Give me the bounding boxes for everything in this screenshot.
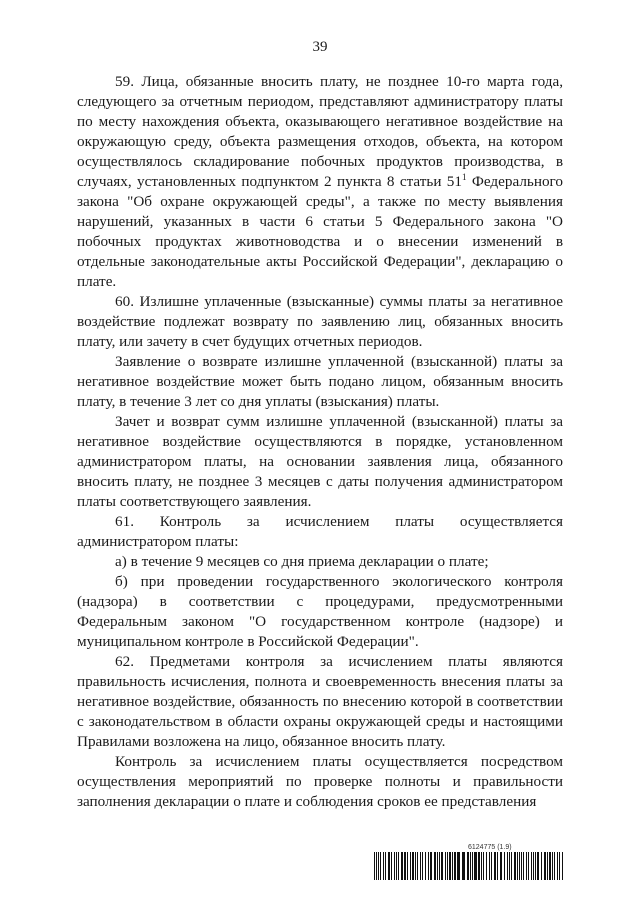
paragraph-59 <box>77 72 563 292</box>
paragraph-61-b: б) при проведении государственного экологического контроля (надзора) в соответствии с процедурами, предусмотренными Федеральным законом "О государственном контроле (надзоре) и муниципальном контроле в Российской Федерации". <box>77 573 563 650</box>
paragraph-61-a: а) в течение 9 месяцев со дня приема декларации о плате; <box>115 553 489 570</box>
paragraph-59-text-cont: Федерального закона "Об охране окружающей среды", а также по месту выявления нарушений, указанных в части 6 статьи 5 Федерального закона "О побочных продуктах животноводства и о внесении изменений в отдельные законодательные акты Российской Федерации", декларацию о плате. <box>77 173 563 290</box>
paragraph-60-claim: Заявление о возврате излишне уплаченной (взысканной) платы за негативное воздействие может быть подано лицом, обязанным вносить плату, в течение 3 лет со дня уплаты (взыскания) платы. <box>77 353 563 410</box>
paragraph-62-control: Контроль за исчислением платы осуществляется посредством осуществления мероприятий по проверке полноты и правильности заполнения декларации о плате и соблюдения сроков ее представления <box>77 753 563 810</box>
paragraph-60: 60. Излишне уплаченные (взысканные) суммы платы за негативное воздействие подлежат возврату по заявлению лиц, обязанных вносить плату, или зачету в счет будущих отчетных периодов. <box>77 293 563 350</box>
barcode <box>374 852 564 880</box>
article-superscript: 1 <box>462 172 467 182</box>
document-code: 6124775 (1.9) <box>468 844 512 851</box>
paragraph-61: 61. Контроль за исчислением платы осуществляется администратором платы: <box>77 513 563 550</box>
page-number: 39 <box>312 39 328 55</box>
paragraph-59-text: 59. Лица, обязанные вносить плату, не позднее 10-го марта года, следующего за отчетным периодом, представляют администратору платы по месту нахождения объекта, оказывающего негативное воздействие на окружающую среду, объекта размещения отходов, объекта, на котором осуществлялось складирование побочных продуктов производства, в случаях, установленных подпунктом 2 пункта 8 статьи 51 <box>77 73 563 190</box>
document-body <box>77 72 563 812</box>
paragraph-62: 62. Предметами контроля за исчислением платы являются правильность исчисления, полнота и своевременность внесения платы за негативное воздействие, обязанность по внесению которой в соответствии с законодательством в области охраны окружающей среды и настоящими Правилами возложена на лицо, обязанное вносить плату. <box>77 653 563 750</box>
paragraph-60-offset: Зачет и возврат сумм излишне уплаченной (взысканной) платы за негативное воздействие осуществляются в порядке, установленном администратором платы, на основании заявления лица, обязанного вносить плату, не позднее 3 месяцев с даты получения администратором платы соответствующего заявления. <box>77 413 563 510</box>
